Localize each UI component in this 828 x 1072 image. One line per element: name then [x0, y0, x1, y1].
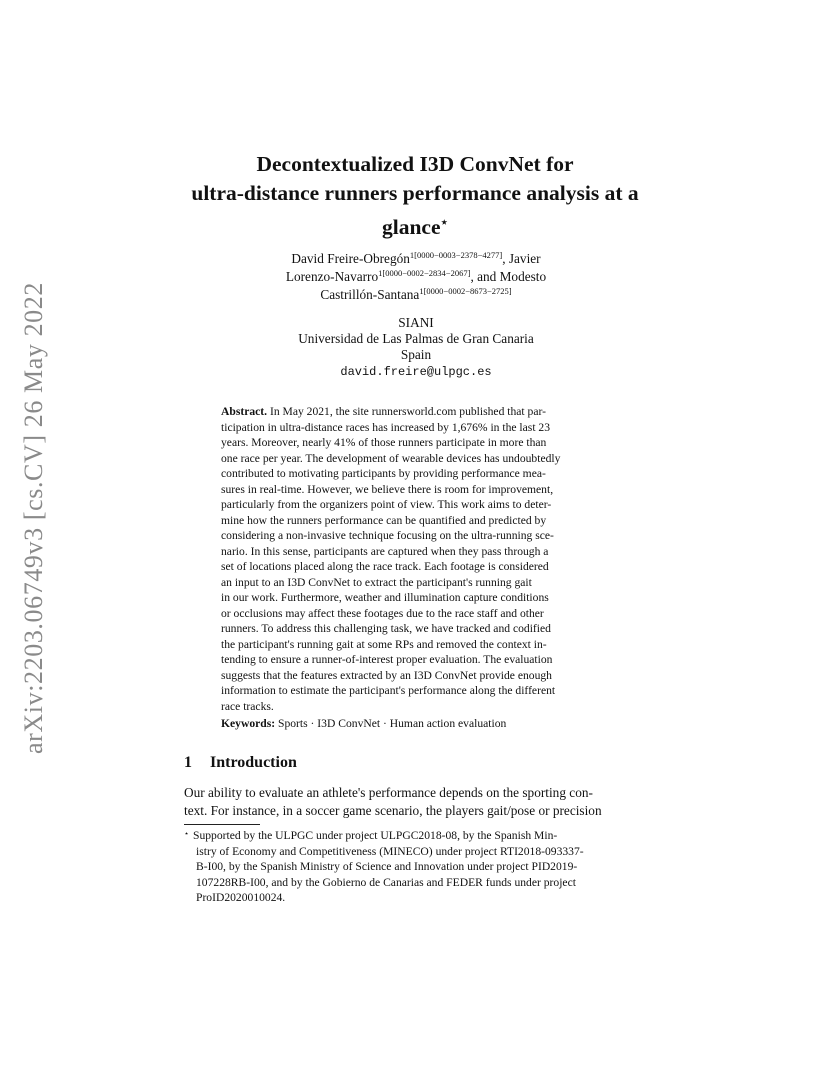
- abstract-line: mine how the runners performance can be quantified and predicted by: [221, 513, 547, 527]
- section-number: 1: [184, 754, 192, 771]
- abstract-line: suggests that the features extracted by an I3D ConvNet provide enough: [221, 668, 552, 682]
- footnote: [184, 826, 651, 906]
- section-title: Introduction: [210, 754, 297, 771]
- abstract-line: information to estimate the participant's performance along the different: [221, 684, 556, 697]
- abstract-line: an input to an I3D ConvNet to extract the participant's running gait: [221, 575, 532, 589]
- affiliation-block: [200, 315, 632, 380]
- title-line-2: ultra-distance runners performance analysis at a: [191, 181, 639, 205]
- author-name: David Freire-Obregón: [291, 251, 410, 266]
- abstract-line: years. Moreover, nearly 41% of those runners participate in more than: [221, 436, 547, 449]
- abstract-line: one race per year. The development of wearable devices has undoubtedly: [221, 451, 561, 465]
- abstract-line: contributed to motivating participants by providing performance mea-: [221, 467, 546, 480]
- footnote-rule: [184, 824, 260, 825]
- affiliation-university: Universidad de Las Palmas de Gran Canaria: [298, 331, 534, 346]
- author-name: Castrillón-Santana: [320, 287, 420, 302]
- abstract-line: runners. To address this challenging task, we have tracked and codified: [221, 622, 551, 635]
- footnote-line: istry of Economy and Competitiveness (MINECO) under project RTI2018-093337-: [196, 844, 584, 858]
- arxiv-identifier-stamp[interactable]: arXiv:2203.06749v3 [cs.CV] 26 May 2022: [19, 282, 48, 754]
- title-line-1: Decontextualized I3D ConvNet for: [256, 152, 574, 176]
- author-line-3: [200, 286, 632, 304]
- footnote-mark: ⋆: [184, 829, 190, 838]
- title-footnote-mark[interactable]: ⋆: [440, 215, 449, 229]
- keywords-text: Sports · I3D ConvNet · Human action evaluation: [278, 717, 507, 730]
- abstract-line: in our work. Furthermore, weather and illumination capture conditions: [221, 591, 549, 604]
- abstract-line: set of locations placed along the race track. Each footage is considered: [221, 560, 549, 573]
- title-line-3: [150, 208, 680, 242]
- abstract-line: particularly from the organizers point of view. This work aims to deter-: [221, 498, 552, 511]
- abstract-line: race tracks.: [221, 699, 274, 713]
- section-heading: [184, 754, 297, 772]
- paper-title: [150, 150, 680, 242]
- affiliation-country: Spain: [400, 347, 432, 362]
- author-list: [200, 250, 632, 304]
- intro-paragraph: [184, 784, 651, 820]
- abstract-line: tending to ensure a runner-of-interest proper evaluation. The evaluation: [221, 653, 553, 666]
- abstract-line: nario. In this sense, participants are captured when they pass through a: [221, 544, 549, 558]
- footnote-line: 107228RB-I00, and by the Gobierno de Canarias and FEDER funds under project: [196, 875, 576, 889]
- author-separator: , and Modesto: [470, 269, 547, 284]
- abstract-line: sures in real-time. However, we believe there is room for improvement,: [221, 482, 554, 496]
- title-line-3-text: glance: [381, 215, 441, 240]
- orcid-link[interactable]: [0000−0003−2378−4277]: [414, 250, 503, 260]
- author-affiliation-mark: 1[0000−0002−8673−2725]: [419, 286, 512, 296]
- author-name: Lorenzo-Navarro: [285, 269, 379, 284]
- abstract: [221, 404, 612, 714]
- footnote-line: ProID2020010024.: [196, 891, 286, 904]
- abstract-line: ticipation in ultra-distance races has increased by 1,676% in the last 23: [221, 420, 551, 434]
- abstract-line: or occlusions may affect these footages due to the race staff and other: [221, 606, 544, 620]
- footnote-line: B-I00, by the Spanish Ministry of Science and Innovation under project PID2019-: [196, 860, 578, 873]
- orcid-link[interactable]: [0000−0002−2834−2067]: [382, 268, 471, 278]
- footnote-line: ⋆ Supported by the ULPGC under project ULPGC2018-08, by the Spanish Min-: [184, 829, 558, 842]
- author-affiliation-mark: 1[0000−0003−2378−4277]: [409, 250, 503, 260]
- abstract-line: Abstract. In May 2021, the site runnersworld.com published that par-: [221, 405, 546, 418]
- abstract-label: Abstract.: [221, 405, 268, 418]
- affiliation-org: SIANI: [398, 315, 434, 330]
- keywords: [221, 716, 612, 731]
- abstract-line: considering a non-invasive technique focusing on the ultra-running sce-: [221, 529, 554, 542]
- author-separator: , Javier: [502, 251, 541, 266]
- intro-line: text. For instance, in a soccer game scenario, the players gait/pose or precision: [184, 803, 602, 818]
- keywords-label: Keywords:: [221, 717, 276, 730]
- intro-line: Our ability to evaluate an athlete's performance depends on the sporting con-: [184, 785, 593, 800]
- author-email-link[interactable]: david.freire@ulpgc.es: [340, 365, 492, 379]
- orcid-link[interactable]: [0000−0002−8673−2725]: [423, 286, 512, 296]
- author-affiliation-mark: 1[0000−0002−2834−2067]: [378, 268, 471, 278]
- author-line-1: [200, 250, 632, 268]
- author-line-2: [200, 268, 632, 286]
- abstract-line: the participant's running gait at some RPs and removed the context in-: [221, 637, 547, 651]
